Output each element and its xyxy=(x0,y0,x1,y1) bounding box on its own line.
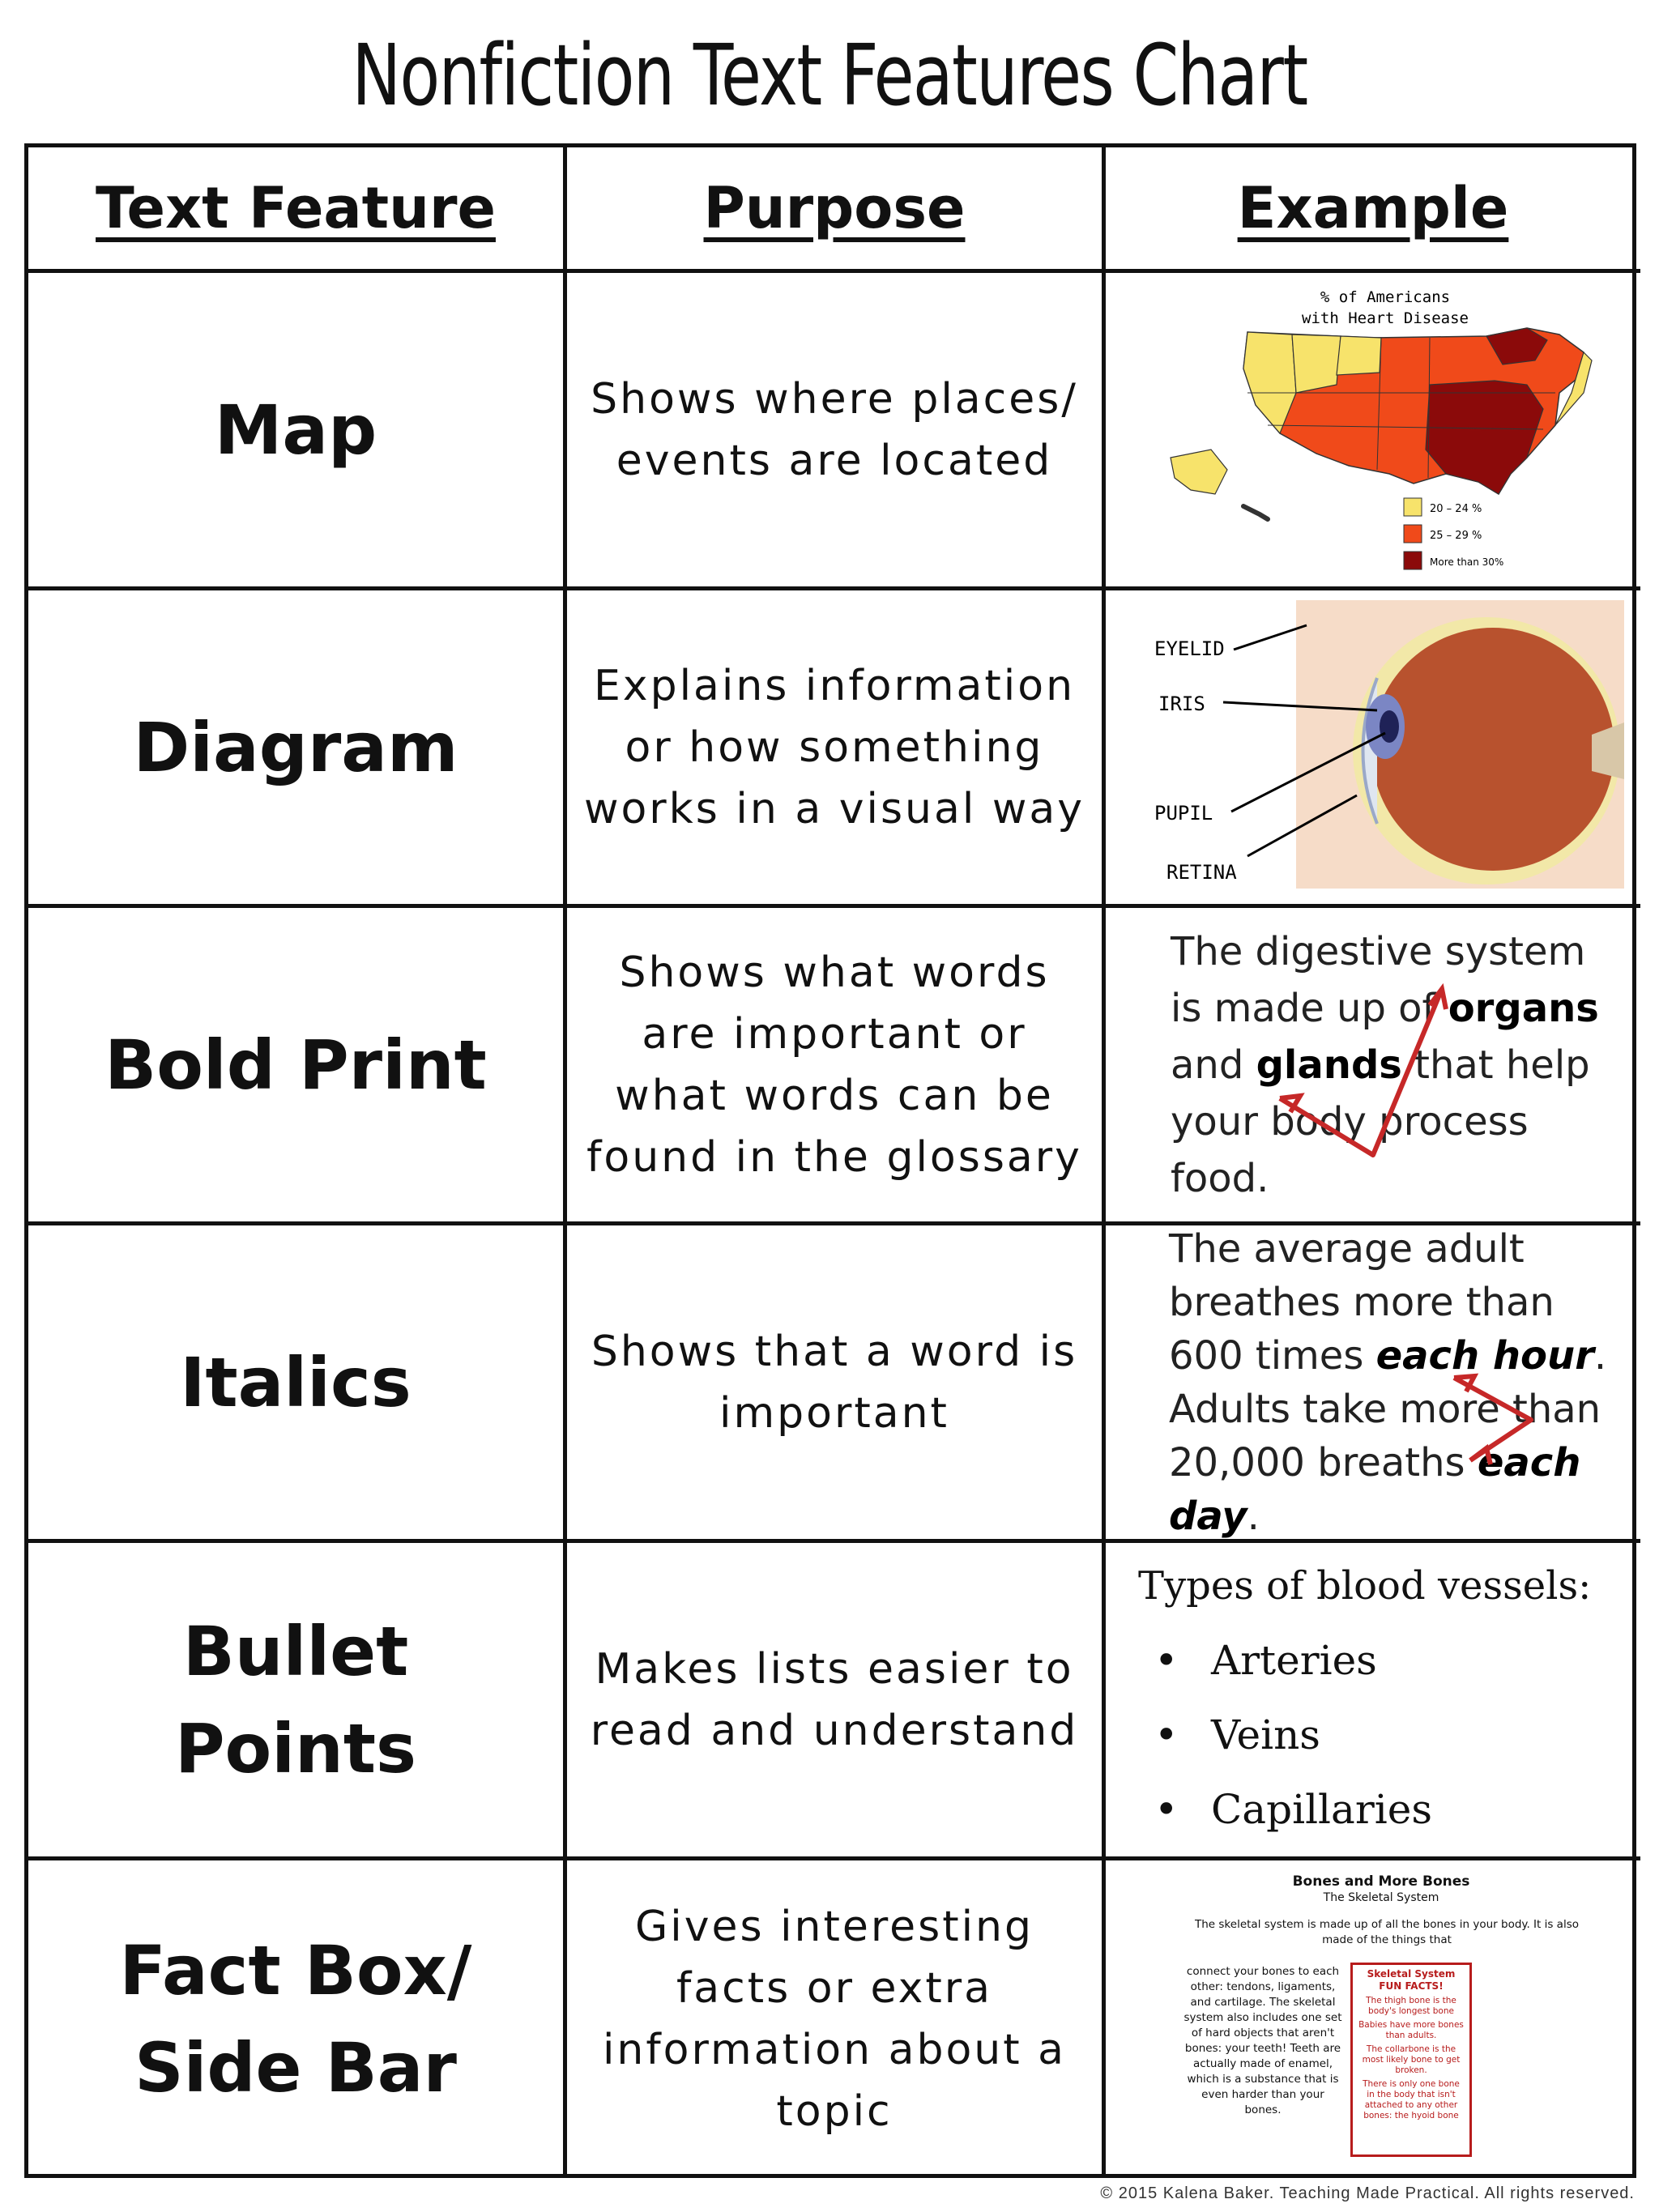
mini-page-title: Bones and More Bones xyxy=(1292,1873,1470,1890)
legend-label-low: 20 – 24 % xyxy=(1430,502,1482,515)
fun-fact: Babies have more bones than adults. xyxy=(1358,2020,1464,2040)
features-table xyxy=(24,143,1636,2178)
example-map xyxy=(1106,273,1640,590)
feature-diagram: Diagram xyxy=(28,590,567,908)
list-item: • Capillaries xyxy=(1211,1772,1640,1847)
bullet-list-title: Types of blood vessels: xyxy=(1138,1562,1592,1609)
legend-swatch-mid xyxy=(1404,525,1422,543)
label-retina: RETINA xyxy=(1166,860,1237,884)
page-title: Nonfiction Text Features Chart xyxy=(352,26,1307,125)
feature-bullet-points: Bullet Points xyxy=(28,1543,567,1860)
header-text-feature: Text Feature xyxy=(28,147,567,273)
feature-map: Map xyxy=(28,273,567,590)
example-italics xyxy=(1106,1225,1640,1543)
purpose-diagram: Explains information or how something works in a visual way xyxy=(567,590,1106,908)
example-bullet-points xyxy=(1106,1543,1640,1860)
mini-page-intro: The skeletal system is made up of all the bones in your body. It is also made of the things that xyxy=(1195,1918,1579,1946)
bullet-list xyxy=(1138,1623,1640,1847)
purpose-map: Shows where places/ events are located xyxy=(567,273,1106,590)
us-heart-disease-map-image xyxy=(1106,273,1640,589)
example-bold-print xyxy=(1106,908,1640,1225)
feature-bold-print: Bold Print xyxy=(28,908,567,1225)
bold-word-organs: organs xyxy=(1448,985,1599,1031)
map-title-line1: % of Americans xyxy=(1320,288,1451,306)
label-eyelid: EYELID xyxy=(1154,637,1225,660)
eye-diagram-image xyxy=(1106,590,1640,906)
mini-page-subtitle: The Skeletal System xyxy=(1323,1891,1439,1904)
label-pupil: PUPIL xyxy=(1154,801,1213,825)
feature-fact-box: Fact Box/ Side Bar xyxy=(28,1860,567,2178)
legend-swatch-low xyxy=(1404,498,1422,516)
bold-word-glands: glands xyxy=(1256,1042,1402,1088)
label-iris: IRIS xyxy=(1158,692,1205,715)
fact-box-mini-page xyxy=(1171,1873,1592,2165)
map-title-line2: with Heart Disease xyxy=(1302,309,1469,327)
legend-label-high: More than 30% xyxy=(1430,556,1504,568)
italic-phrase-each-hour: each hour xyxy=(1375,1332,1594,1379)
fun-fact: There is only one bone in the body that isn't attached to any other bones: the hyoid bone xyxy=(1363,2079,1460,2120)
legend-label-mid: 25 – 29 % xyxy=(1430,529,1482,542)
fun-facts-sidebar xyxy=(1350,1963,1472,2157)
bullet-example xyxy=(1106,1554,1640,1847)
fun-fact: The collarbone is the most likely bone to get broken. xyxy=(1362,2044,1461,2075)
list-item: • Veins xyxy=(1211,1698,1640,1772)
header-example: Example xyxy=(1106,147,1640,273)
feature-italics: Italics xyxy=(28,1225,567,1543)
purpose-fact-box: Gives interesting facts or extra information about a topic xyxy=(567,1860,1106,2178)
legend-swatch-high xyxy=(1404,552,1422,569)
italics-example-paragraph: The average adult breathes more than 600 times each hour. Adults take more than 20,000 breaths each day. xyxy=(1169,1225,1607,1539)
purpose-italics: Shows that a word is important xyxy=(567,1225,1106,1543)
purpose-bullet-points: Makes lists easier to read and understand xyxy=(567,1543,1106,1860)
bold-example-paragraph: The digestive system is made up of organs and glands that help your body process food. xyxy=(1171,928,1599,1201)
purpose-bold-print: Shows what words are important or what words can be found in the glossary xyxy=(567,908,1106,1225)
example-fact-box xyxy=(1106,1860,1640,2178)
copyright-footer: © 2015 Kalena Baker. Teaching Made Practical. All rights reserved. xyxy=(1100,2184,1635,2202)
fun-facts-title: Skeletal System FUN FACTS! xyxy=(1367,1968,1456,1992)
mini-page-column: connect your bones to each other: tendons, ligaments, and cartilage. The skeletal system also includes one set of hard objects that aren't bones: your teeth! Teeth are actually made of enamel, which is a substance that is even harder than your bones. xyxy=(1183,1965,1342,2116)
list-item: • Arteries xyxy=(1211,1623,1640,1698)
example-diagram xyxy=(1106,590,1640,908)
italic-phrase-each-day: each day xyxy=(1169,1439,1581,1539)
header-purpose: Purpose xyxy=(567,147,1106,273)
fun-fact: The thigh bone is the body's longest bone xyxy=(1366,1996,1456,2016)
